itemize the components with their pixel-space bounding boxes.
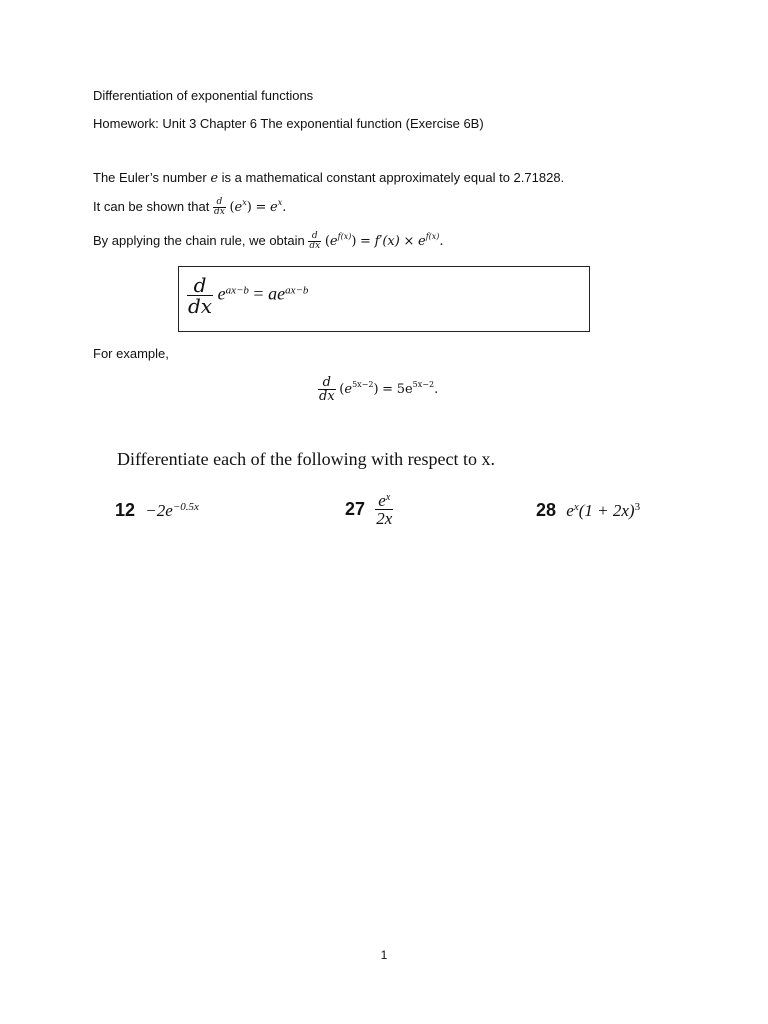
euler-sentence: The Euler’s number e is a mathematical constant approximately equal to 2.71828. bbox=[93, 170, 565, 186]
question-12: $12 -2e^{-0.5x}$ bbox=[115, 500, 199, 520]
question-27: 27 $\frac{e^x}{2x}$ bbox=[345, 491, 393, 528]
homework-line: Homework: Unit 3 Chapter 6 The exponential function (Exercise 6B) bbox=[93, 116, 484, 131]
exercise-heading: Differentiate each of the following with respect to x. bbox=[117, 449, 496, 469]
ddx-fraction: $\frac{d}{dx}$ bbox=[213, 197, 225, 218]
derivative-ex-sentence: It can be shown that $\frac{d}{dx}$ $(e^x) = e^x$. bbox=[93, 197, 287, 218]
ddx-fraction: $\frac{d}{dx}$ bbox=[309, 231, 321, 252]
key-formula-box bbox=[178, 266, 590, 332]
page-number: 1 bbox=[380, 948, 388, 962]
chain-rule-sentence: By applying the chain rule, we obtain $\frac{d}{dx}$ $(e^{f(x)}) = f'(x) \times e^{f(x)}$. bbox=[93, 231, 444, 252]
example-formula: $\frac{d}{dx}$ $(e^{5x-2}) = 5e^{5x-2}$. bbox=[319, 375, 439, 404]
key-formula: $\frac{d}{dx}$ $e^{ax-b} = ae^{ax-b}$ bbox=[188, 273, 309, 318]
page-title: Differentiation of exponential functions bbox=[93, 88, 314, 103]
question-28: 28 $e^x(1 + 2x)^3$ bbox=[536, 500, 641, 520]
example-label: For example, bbox=[93, 346, 169, 361]
